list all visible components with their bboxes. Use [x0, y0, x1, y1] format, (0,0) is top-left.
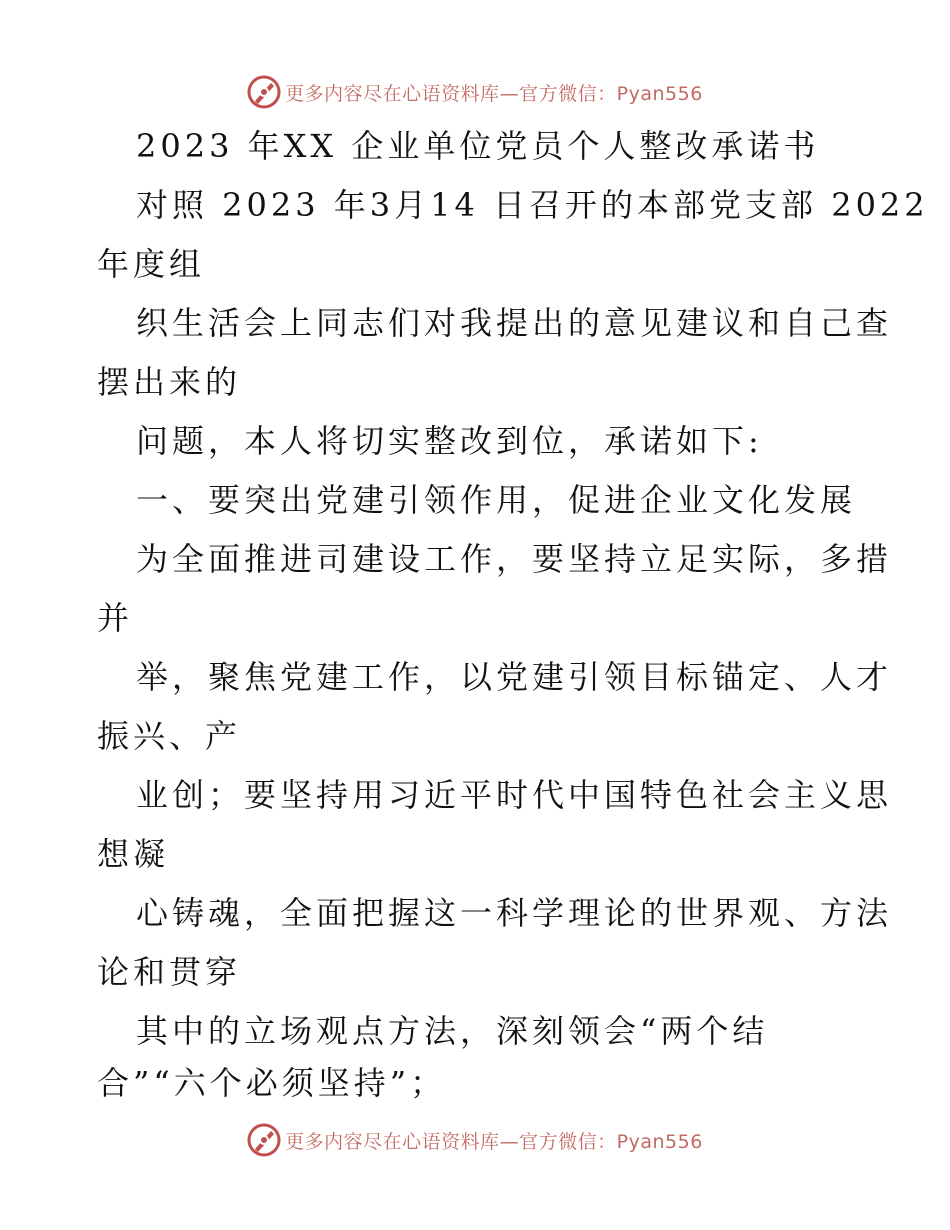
- paragraph-line: 合”“六个必须坚持”；: [97, 1064, 447, 1102]
- paragraph-line: 论和贯穿: [97, 953, 242, 991]
- paragraph-line: 摆出来的: [97, 363, 242, 401]
- paragraph-line: 年度组: [97, 245, 206, 283]
- pen-circle-logo-icon: [247, 1123, 281, 1157]
- footer-watermark-banner: [0, 1120, 950, 1160]
- paragraph-line: 问题，本人将切实整改到位，承诺如下:: [136, 422, 763, 460]
- paragraph-line: 并: [97, 599, 134, 637]
- paragraph-line: 为全面推进司建设工作，要坚持立足实际，多措: [136, 540, 893, 578]
- paragraph-line: 织生活会上同志们对我提出的意见建议和自己查: [136, 304, 893, 342]
- section-heading: 一、要突出党建引领作用，促进企业文化发展: [136, 481, 857, 519]
- paragraph-line: 振兴、产: [97, 717, 242, 755]
- watermark-text: 更多内容尽在心语资料库—官方微信：Pyan556: [285, 82, 703, 105]
- paragraph-line: 其中的立场观点方法，深刻领会“两个结: [136, 1012, 769, 1050]
- paragraph-line: 心铸魂，全面把握这一科学理论的世界观、方法: [136, 894, 893, 932]
- paragraph-line: 想凝: [97, 835, 170, 873]
- document-title: 2023 年XX 企业单位党员个人整改承诺书: [136, 127, 820, 165]
- paragraph-line: 业创；要坚持用习近平时代中国特色社会主义思: [136, 776, 893, 814]
- watermark-text: 更多内容尽在心语资料库—官方微信：Pyan556: [285, 1130, 703, 1153]
- paragraph-line: 对照 2023 年3月14 日召开的本部党支部 2022: [136, 186, 929, 224]
- paragraph-line: 举，聚焦党建工作，以党建引领目标锚定、人才: [136, 658, 893, 696]
